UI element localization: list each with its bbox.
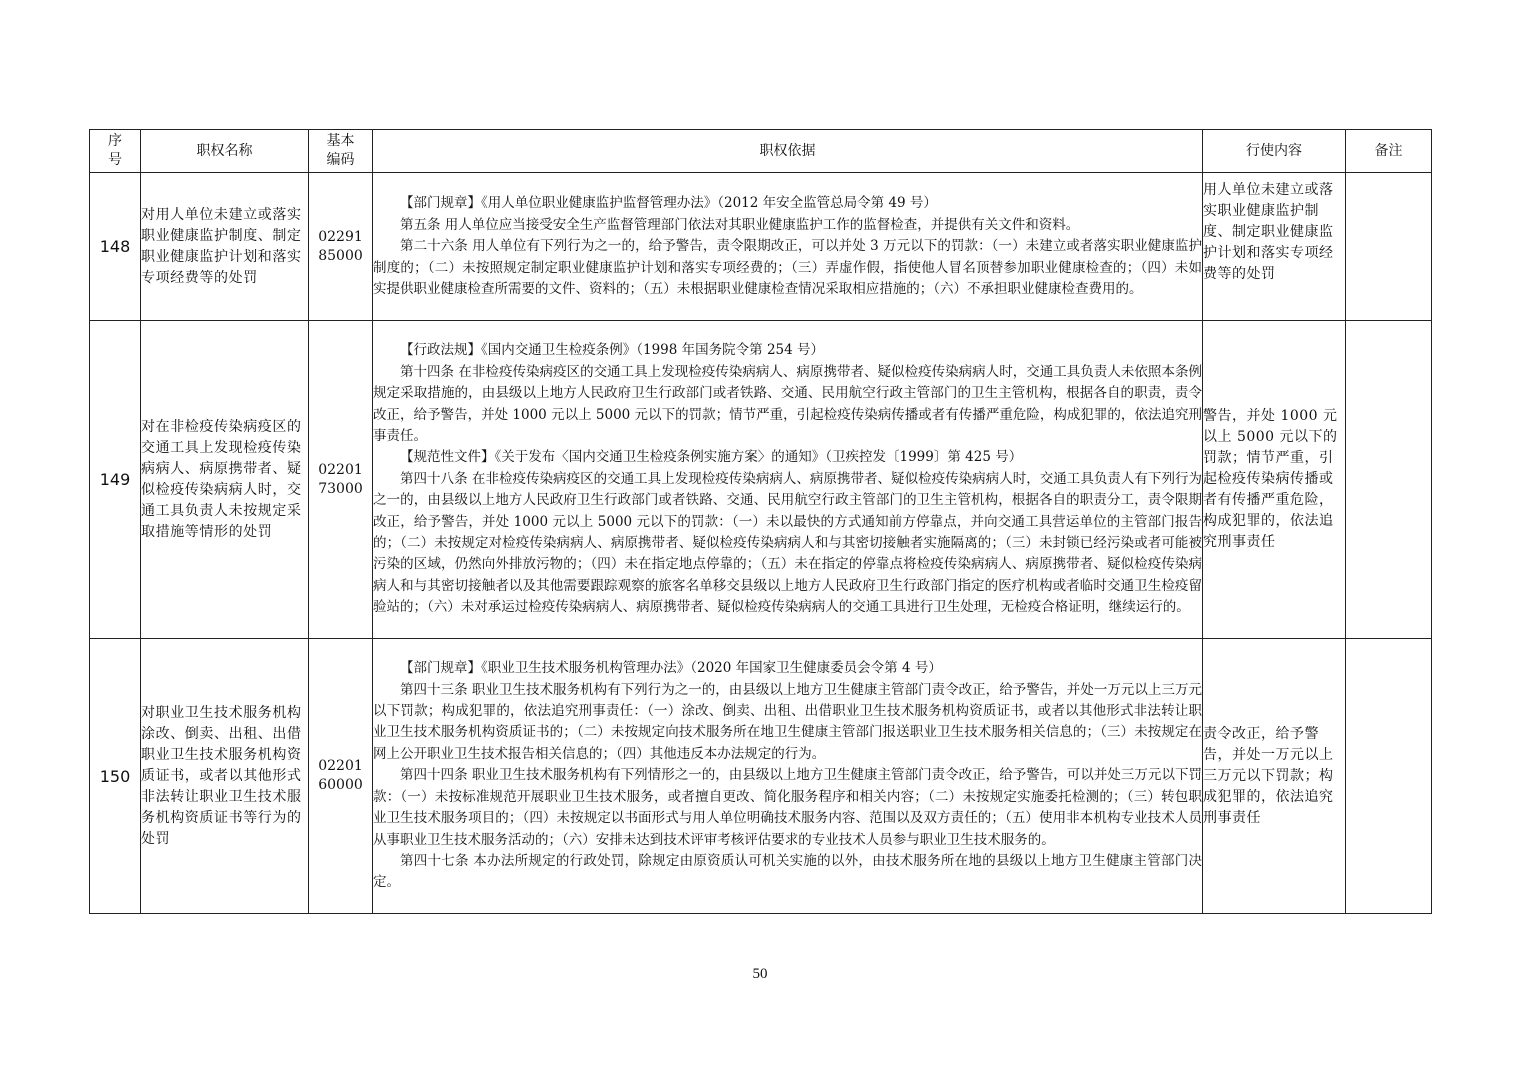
row-seq: 149 <box>90 321 141 639</box>
row-authority-name: 对职业卫生技术服务机构涂改、倒卖、出租、出借职业卫生技术服务机构资质证书，或者以其他形式非法转让职业卫生技术服务机构资质证书等行为的处罚 <box>141 639 309 914</box>
row-code-line1: 02201 <box>318 461 363 478</box>
authority-table <box>89 129 1432 914</box>
page-number: 50 <box>752 966 768 982</box>
basis-paragraph: 【行政法规】《国内交通卫生检疫条例》（1998 年国务院令第 254 号） <box>400 342 824 359</box>
row-exec-content: 警告，并处 1000 元以上 5000 元以下的罚款；情节严重，引起检疫传染病传播或者有传播严重危险，构成犯罪的，依法追究刑事责任 <box>1203 321 1346 639</box>
header-code-line1: 基本 <box>326 133 355 149</box>
basis-paragraph: 【部门规章】《职业卫生技术服务机构管理办法》（2020 年国家卫生健康委员会令第 4 号） <box>400 660 942 677</box>
basis-paragraph: 第四十四条 职业卫生技术服务机构有下列情形之一的，由县级以上地方卫生健康主管部门责令改正，给予警告，可以并处三万元以下罚款：（一）未按标准规范开展职业卫生技术服务，或者擅自更改、简化服务程序和相关内容；（二）未按规定实施委托检测的；（三）转包职业卫生技术服务项目的；（四）未按规定以书面形式与用人单位明确技术服务内容、范围以及双方责任的；（五）使用非本机构专业技术人员从事职业卫生技术服务活动的；（六）安排未达到技术评审考核评估要求的专业技术人员参与职业卫生技术服务的。 <box>373 767 1202 848</box>
row-exec-content: 用人单位未建立或落实职业健康监护制度、制定职业健康监护计划和落实专项经费等的处罚 <box>1203 173 1346 321</box>
row-note <box>1346 639 1432 914</box>
table-row <box>90 173 1432 321</box>
basis-paragraph: 第四十八条 在非检疫传染病疫区的交通工具上发现检疫传染病病人、病原携带者、疑似检疫传染病病人时，交通工具负责人有下列行为之一的，由县级以上地方人民政府卫生行政部门或者铁路、交通、民用航空行政主管部门的卫生主管机构，根据各自的职责分工，责令限期改正，给予警告，并处 1000 元以上 5000 元以下的罚款：（一）未以最快的方式通知前方停靠点，并向交通工具营运单位的主管部门报告的；（二）未按规定对检疫传染病病人、病原携带者、疑似检疫传染病病人和与其密切接触者实施隔离的；（三）未封锁已经污染或者可能被污染的区域，仍然向外排放污物的；（四）未在指定地点停靠的；（五）未在指定的停靠点将检疫传染病病人、病原携带者、疑似检疫传染病病人和与其密切接触者以及其他需要跟踪观察的旅客名单移交县级以上地方人民政府卫生行政部门指定的医疗机构或者临时交通卫生检疫留验站的；（六）未对承运过检疫传染病病人、病原携带者、疑似检疫传染病病人的交通工具进行卫生处理，无检疫合格证明，继续运行的。 <box>373 470 1202 616</box>
row-note <box>1346 321 1432 639</box>
table-header-row <box>90 130 1432 173</box>
row-basis <box>373 639 1203 914</box>
row-basis <box>373 173 1203 321</box>
row-code-line2: 73000 <box>318 480 363 497</box>
row-basis <box>373 321 1203 639</box>
header-note: 备注 <box>1346 130 1432 173</box>
basis-paragraph: 第二十六条 用人单位有下列行为之一的，给予警告，责令限期改正，可以并处 3 万元以下的罚款：（一）未建立或者落实职业健康监护制度的；（二）未按照规定制定职业健康监护计划和落实专项经费的；（三）弄虚作假，指使他人冒名顶替参加职业健康检查的；（四）未如实提供职业健康检查所需要的文件、资料的；（五）未根据职业健康检查情况采取相应措施的；（六）不承担职业健康检查费用的。 <box>373 238 1202 298</box>
header-name: 职权名称 <box>141 130 309 173</box>
row-authority-name: 对用人单位未建立或落实职业健康监护制度、制定职业健康监护计划和落实专项经费等的处罚 <box>141 173 309 321</box>
row-seq: 150 <box>90 639 141 914</box>
row-code <box>309 173 373 321</box>
basis-paragraph: 第十四条 在非检疫传染病疫区的交通工具上发现检疫传染病病人、病原携带者、疑似检疫传染病病人时，交通工具负责人未依照本条例规定采取措施的，由县级以上地方人民政府卫生行政部门或者铁路、交通、民用航空行政主管部门的卫生主管机构，根据各自的职责，责令改正，给予警告，并处 1000 元以上 5000 元以下的罚款；情节严重，引起检疫传染病传播或者有传播严重危险，构成犯罪的，依法追究刑事责任。 <box>373 363 1202 444</box>
row-code-line2: 85000 <box>318 247 363 264</box>
basis-paragraph: 【规范性文件】《关于发布〈国内交通卫生检疫条例实施方案〉的通知》（卫疾控发〔1999〕第 425 号） <box>400 449 1023 466</box>
header-exec: 行使内容 <box>1203 130 1346 173</box>
row-code <box>309 639 373 914</box>
header-seq: 序号 <box>90 130 141 173</box>
row-seq: 148 <box>90 173 141 321</box>
row-exec-content: 责令改正，给予警告，并处一万元以上三万元以下罚款；构成犯罪的，依法追究刑事责任 <box>1203 639 1346 914</box>
row-authority-name: 对在非检疫传染病疫区的交通工具上发现检疫传染病病人、病原携带者、疑似检疫传染病病人时，交通工具负责人未按规定采取措施等情形的处罚 <box>141 321 309 639</box>
header-code <box>309 130 373 173</box>
table-row <box>90 639 1432 914</box>
row-code <box>309 321 373 639</box>
basis-paragraph: 第四十三条 职业卫生技术服务机构有下列行为之一的，由县级以上地方卫生健康主管部门责令改正，给予警告，并处一万元以上三万元以下罚款；构成犯罪的，依法追究刑事责任：（一）涂改、倒卖、出租、出借职业卫生技术服务机构资质证书，或者以其他形式非法转让职业卫生技术服务机构资质证书的；（二）未按规定向技术服务所在地卫生健康主管部门报送职业卫生技术服务相关信息的；（三）未按规定在网上公开职业卫生技术报告相关信息的；（四）其他违反本办法规定的行为。 <box>373 681 1202 762</box>
row-note <box>1346 173 1432 321</box>
row-code-line2: 60000 <box>318 777 363 793</box>
table-row <box>90 321 1432 639</box>
header-basis: 职权依据 <box>373 130 1203 173</box>
basis-paragraph: 【部门规章】《用人单位职业健康监护监督管理办法》（2012 年安全监管总局令第 49 号） <box>400 195 937 212</box>
basis-paragraph: 第四十七条 本办法所规定的行政处罚，除规定由原资质认可机关实施的以外，由技术服务所在地的县级以上地方卫生健康主管部门决定。 <box>373 852 1202 891</box>
basis-paragraph: 第五条 用人单位应当接受安全生产监督管理部门依法对其职业健康监护工作的监督检查，并提供有关文件和资料。 <box>400 216 1080 233</box>
header-code-line2: 编码 <box>326 152 355 168</box>
row-code-line1: 02291 <box>318 228 363 245</box>
row-code-line1: 02201 <box>318 758 363 774</box>
